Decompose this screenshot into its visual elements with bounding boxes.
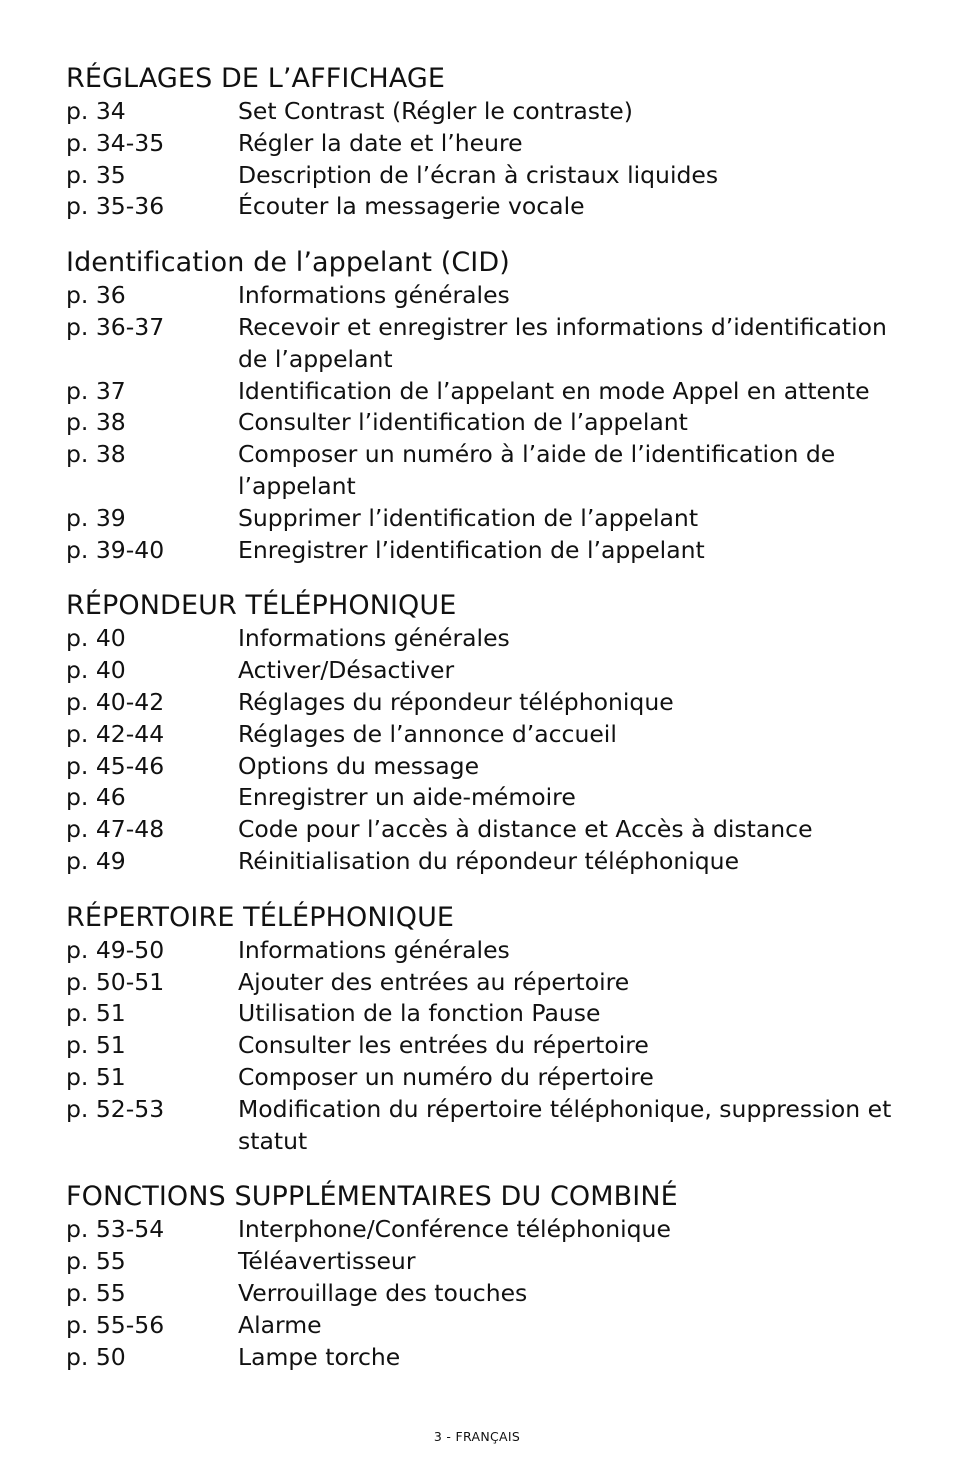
list-item bbox=[66, 998, 896, 1030]
entry-description: Enregistrer un aide-mémoire bbox=[238, 783, 576, 812]
entry-description: Téléavertisseur bbox=[238, 1247, 416, 1276]
page-ref: p. 50-51 bbox=[66, 967, 165, 996]
list-item bbox=[66, 407, 896, 439]
section-handset-features bbox=[66, 1180, 896, 1373]
list-item bbox=[66, 967, 896, 999]
table-of-contents bbox=[66, 62, 896, 1396]
page-ref: p. 39-40 bbox=[66, 535, 165, 564]
list-item bbox=[66, 503, 896, 535]
entry-description: Set Contrast (Régler le contraste) bbox=[238, 97, 633, 125]
page-ref: p. 36 bbox=[66, 281, 126, 310]
page-ref: p. 52-53 bbox=[66, 1094, 165, 1123]
entry-description: Recevoir et enregistrer les informations d’identification de l’appelant bbox=[238, 312, 887, 373]
page-ref: p. 45-46 bbox=[66, 751, 165, 780]
entry-description: Réglages du répondeur téléphonique bbox=[238, 687, 674, 716]
entry-description: Verrouillage des touches bbox=[238, 1278, 528, 1307]
entry-description: Composer un numéro du répertoire bbox=[238, 1062, 654, 1091]
entry-description: Options du message bbox=[238, 751, 480, 780]
page-ref: p. 40-42 bbox=[66, 687, 165, 716]
page-ref: p. 38 bbox=[66, 440, 126, 469]
list-item bbox=[66, 280, 896, 312]
entry-description: Composer un numéro à l’aide de l’identification de l’appelant bbox=[238, 440, 836, 500]
list-item bbox=[66, 1342, 896, 1374]
list-item bbox=[66, 1030, 896, 1062]
entry-description: Supprimer l’identification de l’appelant bbox=[238, 503, 699, 532]
list-item bbox=[66, 814, 896, 846]
entry-description: Description de l’écran à cristaux liquides bbox=[238, 160, 719, 189]
page-ref: p. 55-56 bbox=[66, 1310, 165, 1339]
entry-description: Réglages de l’annonce d’accueil bbox=[238, 719, 617, 748]
list-item bbox=[66, 719, 896, 751]
list-item bbox=[66, 439, 896, 503]
list-item bbox=[66, 1094, 896, 1158]
list-item bbox=[66, 846, 896, 878]
page-ref: p. 51 bbox=[66, 1031, 126, 1060]
entry-description: Code pour l’accès à distance et Accès à distance bbox=[238, 815, 813, 844]
section-title: RÉPERTOIRE TÉLÉPHONIQUE bbox=[66, 901, 455, 933]
page-ref: p. 42-44 bbox=[66, 719, 165, 748]
section-display-settings bbox=[66, 62, 896, 223]
page-ref: p. 36-37 bbox=[66, 312, 165, 341]
page-ref: p. 53-54 bbox=[66, 1215, 165, 1244]
entry-description: Ajouter des entrées au répertoire bbox=[238, 967, 630, 996]
section-title: FONCTIONS SUPPLÉMENTAIRES DU COMBINÉ bbox=[66, 1181, 678, 1213]
page-ref: p. 50 bbox=[66, 1342, 126, 1371]
page-ref: p. 51 bbox=[66, 999, 126, 1028]
entry-description: Réinitialisation du répondeur téléphonique bbox=[238, 846, 740, 875]
page-ref: p. 37 bbox=[66, 376, 126, 405]
page-ref: p. 40 bbox=[66, 656, 126, 685]
page-ref: p. 46 bbox=[66, 783, 126, 812]
list-item bbox=[66, 1278, 896, 1310]
entry-description: Informations générales bbox=[238, 281, 510, 310]
entry-description: Lampe torche bbox=[238, 1342, 401, 1371]
list-item bbox=[66, 782, 896, 814]
list-item bbox=[66, 1214, 896, 1246]
section-title: Identification de l’appelant (CID) bbox=[66, 247, 510, 279]
entry-description: Modification du répertoire téléphonique, suppression et statut bbox=[238, 1094, 892, 1155]
section-answering-machine bbox=[66, 589, 896, 877]
section-phonebook bbox=[66, 901, 896, 1158]
entry-description: Informations générales bbox=[238, 935, 510, 964]
list-item bbox=[66, 376, 896, 408]
page-ref: p. 55 bbox=[66, 1278, 126, 1307]
entry-description: Régler la date et l’heure bbox=[238, 128, 523, 157]
page-ref: p. 39 bbox=[66, 503, 126, 532]
list-item bbox=[66, 535, 896, 567]
page-ref: p. 35-36 bbox=[66, 192, 165, 221]
entry-description: Enregistrer l’identification de l’appelant bbox=[238, 535, 705, 564]
entry-description: Interphone/Conférence téléphonique bbox=[238, 1215, 671, 1244]
entry-description: Écouter la messagerie vocale bbox=[238, 192, 585, 221]
page-ref: p. 49 bbox=[66, 846, 126, 875]
list-item bbox=[66, 160, 896, 192]
entry-description: Identification de l’appelant en mode Appel en attente bbox=[238, 376, 870, 405]
page-ref: p. 35 bbox=[66, 160, 126, 189]
list-item bbox=[66, 935, 896, 967]
page-ref: p. 40 bbox=[66, 624, 126, 653]
page-ref: p. 55 bbox=[66, 1247, 126, 1276]
page-footer: 3 - FRANÇAIS bbox=[433, 1429, 521, 1444]
page-ref: p. 51 bbox=[66, 1062, 126, 1091]
section-caller-id bbox=[66, 246, 896, 566]
page-ref: p. 38 bbox=[66, 408, 126, 437]
list-item bbox=[66, 655, 896, 687]
entry-description: Consulter l’identification de l’appelant bbox=[238, 408, 688, 437]
list-item bbox=[66, 687, 896, 719]
list-item bbox=[66, 128, 896, 160]
list-item bbox=[66, 1310, 896, 1342]
list-item bbox=[66, 751, 896, 783]
list-item bbox=[66, 1246, 896, 1278]
list-item bbox=[66, 96, 896, 128]
page-ref: p. 34 bbox=[66, 97, 126, 125]
section-title: RÉGLAGES DE L’AFFICHAGE bbox=[66, 63, 446, 94]
list-item bbox=[66, 191, 896, 223]
section-title: RÉPONDEUR TÉLÉPHONIQUE bbox=[66, 590, 457, 622]
entry-description: Consulter les entrées du répertoire bbox=[238, 1031, 649, 1060]
list-item bbox=[66, 623, 896, 655]
page-ref: p. 47-48 bbox=[66, 815, 165, 844]
page-ref: p. 49-50 bbox=[66, 935, 165, 964]
entry-description: Informations générales bbox=[238, 624, 510, 653]
entry-description: Alarme bbox=[238, 1310, 322, 1339]
page-ref: p. 34-35 bbox=[66, 128, 165, 157]
list-item bbox=[66, 1062, 896, 1094]
list-item bbox=[66, 312, 896, 376]
entry-description: Activer/Désactiver bbox=[238, 656, 455, 685]
entry-description: Utilisation de la fonction Pause bbox=[238, 999, 601, 1028]
